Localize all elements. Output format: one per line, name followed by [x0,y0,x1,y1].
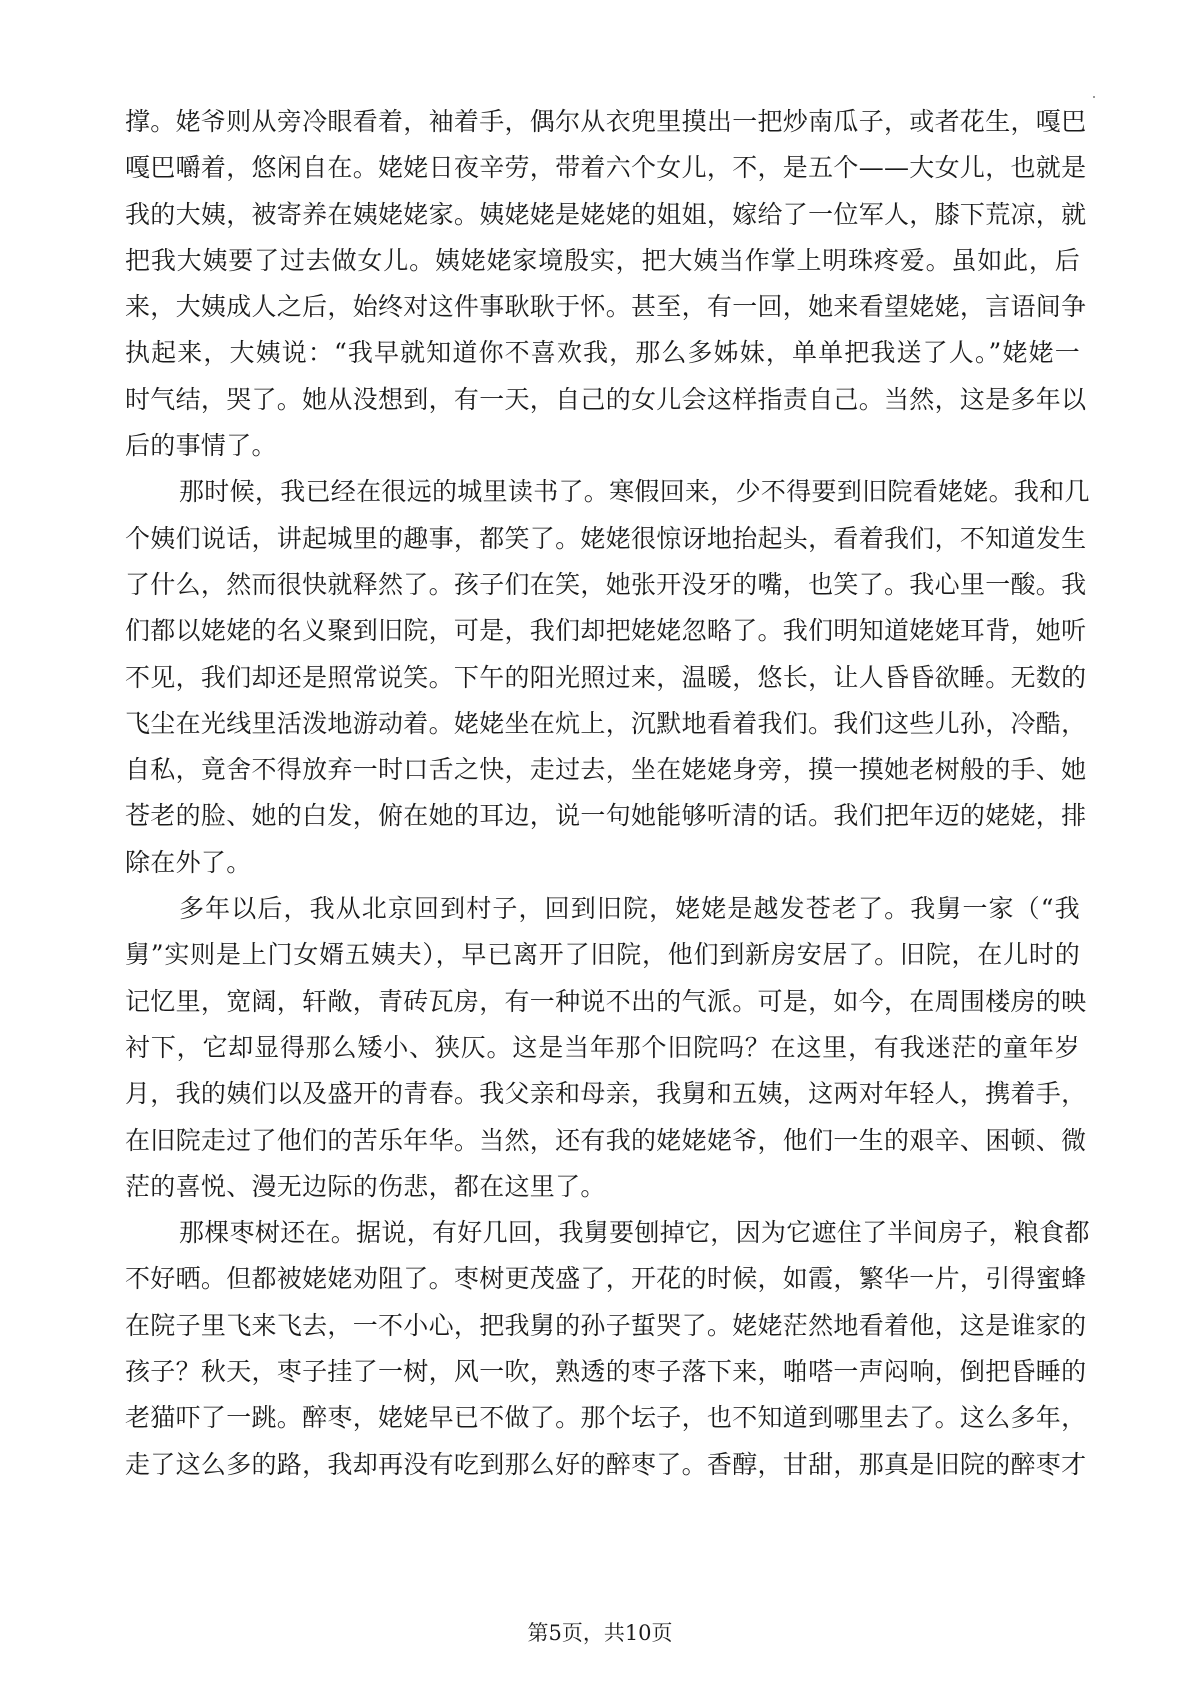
page-footer: 第5页，共10页 [527,1621,673,1645]
text-line: 在院子里飞来飞去，一不小心，把我舅的孙子蜇哭了。姥姥茫然地看着他，这是谁家的 [125,1310,1087,1340]
text-line: 走了这么多的路，我却再没有吃到那么好的醉枣了。香醇，甘甜，那真是旧院的醉枣才 [125,1449,1087,1479]
text-line: 除在外了。 [125,847,252,877]
text-line: 了什么，然而很快就释然了。孩子们在笑，她张开没牙的嘴，也笑了。我心里一酸。我 [125,569,1087,599]
text-line: 把我大姨要了过去做女儿。姨姥姥家境殷实，把大姨当作掌上明珠疼爱。虽如此，后 [125,245,1080,275]
text-line: 执起来，大姨说：“我早就知道你不喜欢我，那么多姊妹，单单把我送了人。”姥姥一 [125,338,1080,368]
text-line: 我的大姨，被寄养在姨姥姥家。姨姥姥是姥姥的姐姐，嫁给了一位军人，膝下荒凉，就 [125,199,1087,229]
text-line: 在旧院走过了他们的苦乐年华。当然，还有我的姥姥姥爷，他们一生的艰辛、困顿、微 [125,1125,1087,1155]
text-line: 飞尘在光线里活泼地游动着。姥姥坐在炕上，沉默地看着我们。我们这些儿孙，冷酷， [125,708,1087,738]
paragraph-first-line: 多年以后，我从北京回到村子，回到旧院，姥姥是越发苍老了。我舅一家（“我 [179,894,1080,924]
text-line: 嘎巴嚼着，悠闲自在。姥姥日夜辛劳，带着六个女儿，不，是五个——大女儿，也就是 [125,153,1087,183]
text-line: 个姨们说话，讲起城里的趣事，都笑了。姥姥很惊讶地抬起头，看着我们，不知道发生 [125,523,1087,553]
text-line: 们都以姥姥的名义聚到旧院，可是，我们却把姥姥忽略了。我们明知道姥姥耳背，她听 [125,616,1087,646]
text-line: 老猫吓了一跳。醉枣，姥姥早已不做了。那个坛子，也不知道到哪里去了。这么多年， [125,1403,1087,1433]
text-line: 孩子？秋天，枣子挂了一树，风一吹，熟透的枣子落下来，啪嗒一声闷响，倒把昏睡的 [125,1357,1087,1387]
text-line: 后的事情了。 [125,431,277,461]
text-line: 记忆里，宽阔，轩敞，青砖瓦房，有一种说不出的气派。可是，如今，在周围楼房的映 [125,986,1087,1016]
scan-speck [1093,96,1095,98]
text-line: 自私，竟舍不得放弃一时口舌之快，走过去，坐在姥姥身旁，摸一摸她老树般的手、她 [125,755,1087,785]
text-line: 茫的喜悦、漫无边际的伤悲，都在这里了。 [125,1171,606,1201]
text-line: 苍老的脸、她的白发，俯在她的耳边，说一句她能够听清的话。我们把年迈的姥姥，排 [125,801,1087,831]
text-line: 来，大姨成人之后，始终对这件事耿耿于怀。甚至，有一回，她来看望姥姥，言语间争 [125,292,1087,322]
text-line: 月，我的姨们以及盛开的青春。我父亲和母亲，我舅和五姨，这两对年轻人，携着手， [125,1079,1087,1109]
text-line: 不见，我们却还是照常说笑。下午的阳光照过来，温暖，悠长，让人昏昏欲睡。无数的 [125,662,1087,692]
paragraph-first-line: 那时候，我已经在很远的城里读书了。寒假回来，少不得要到旧院看姥姥。我和几 [179,477,1090,507]
text-line: 衬下，它却显得那么矮小、狭仄。这是当年那个旧院吗？在这里，有我迷茫的童年岁 [125,1032,1080,1062]
paragraph-first-line: 那棵枣树还在。据说，有好几回，我舅要刨掉它，因为它遮住了半间房子，粮食都 [179,1218,1090,1248]
text-line: 不好晒。但都被姥姥劝阻了。枣树更茂盛了，开花的时候，如霞，繁华一片，引得蜜蜂 [125,1264,1087,1294]
text-line: 撑。姥爷则从旁冷眼看着，袖着手，偶尔从衣兜里摸出一把炒南瓜子，或者花生，嘎巴 [125,107,1087,136]
body-text [125,99,1090,1488]
text-line: 时气结，哭了。她从没想到，有一天，自己的女儿会这样指责自己。当然，这是多年以 [125,384,1087,414]
text-line: 舅”实则是上门女婿五姨夫），早已离开了旧院，他们到新房安居了。旧院，在儿时的 [125,940,1080,970]
